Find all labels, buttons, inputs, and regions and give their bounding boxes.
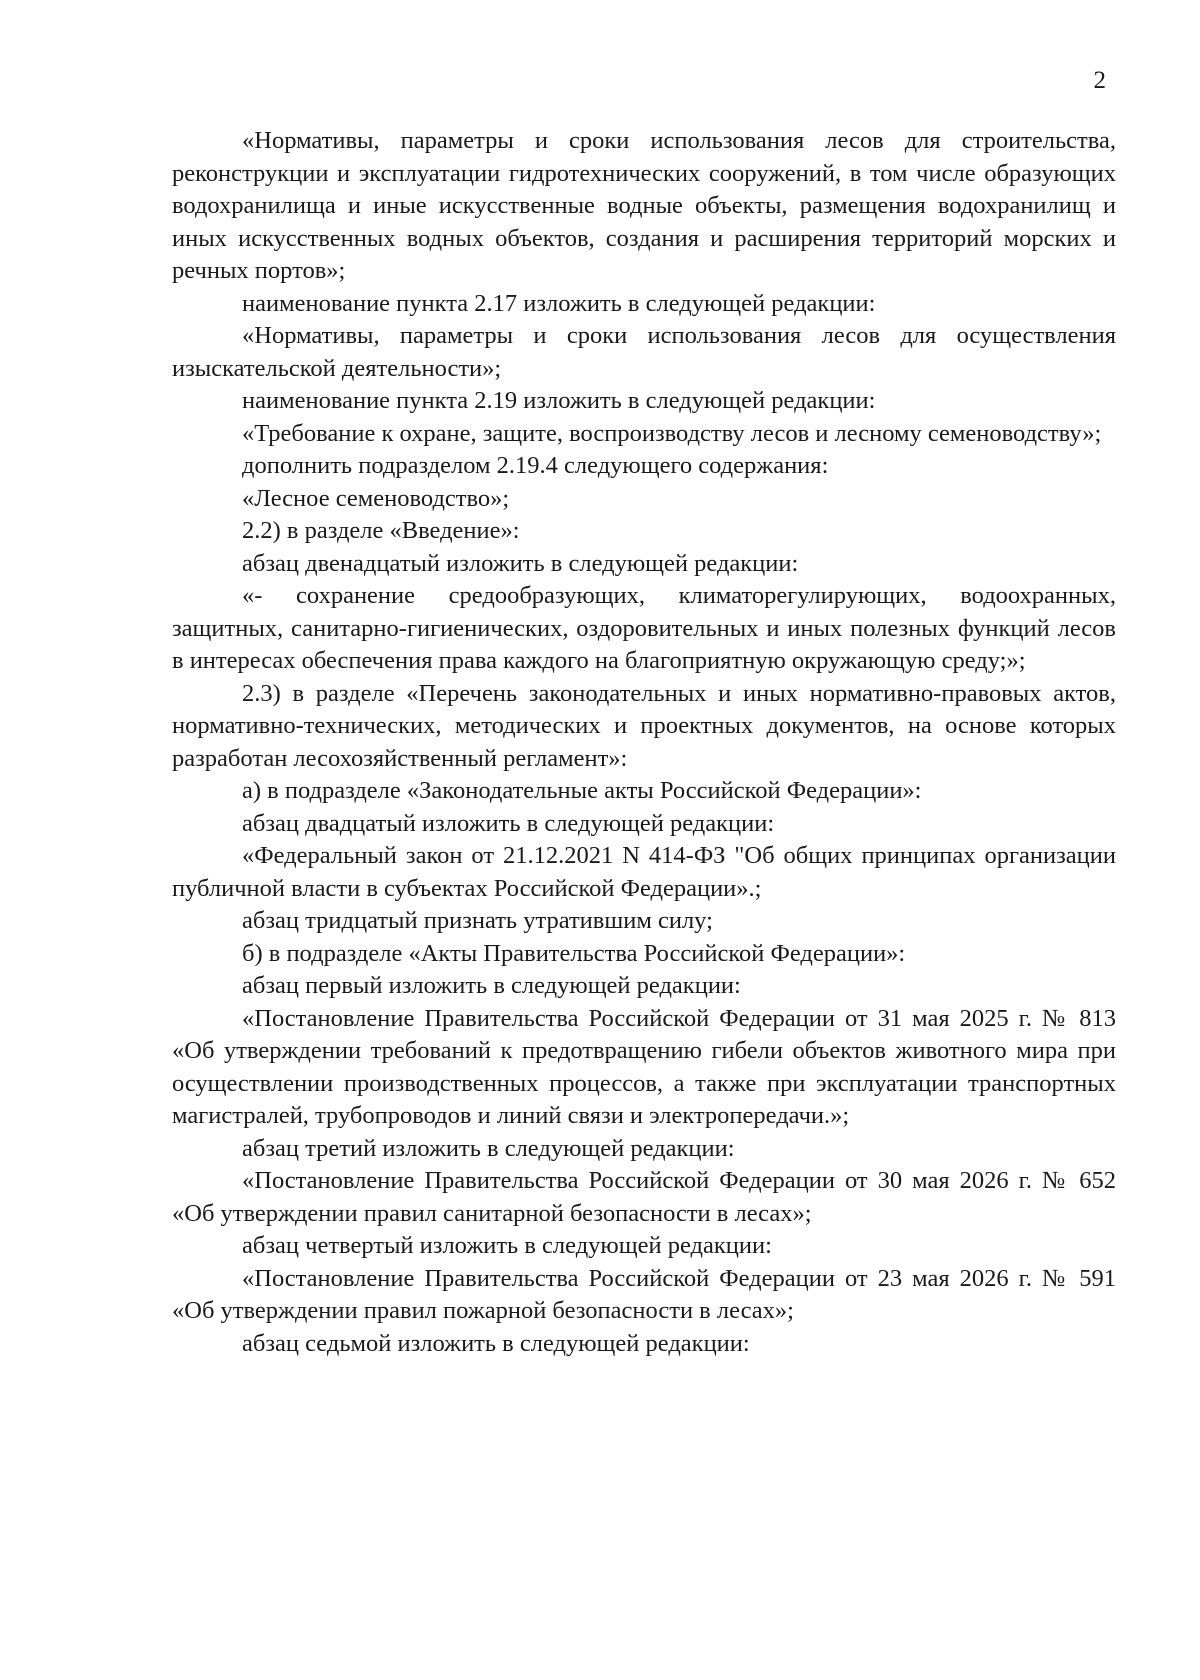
paragraph-5: «Требование к охране, защите, воспроизводству лесов и лесному семеноводству»; [242,419,1102,447]
page-number: 2 [1093,67,1106,94]
paragraph-17: абзац первый изложить в следующей редакции: [242,972,741,999]
paragraph-8: 2.2) в разделе «Введение»: [242,517,520,544]
paragraph-10: «- сохранение средообразующих, климаторегулирующих, водоохранных, защитных, санитарно-гигиенических, оздоровительных и иных полезных функций лесов в интересах обеспечения права каждого на благоприятную окружающую среду;»; [172,582,1116,674]
paragraph-9: абзац двенадцатый изложить в следующей редакции: [242,549,799,577]
document-body [172,125,1116,1360]
paragraph-19: абзац третий изложить в следующей редакции: [242,1134,735,1162]
paragraph-2: наименование пункта 2.17 изложить в следующей редакции: [242,289,876,317]
paragraph-12: а) в подразделе «Законодательные акты Российской Федерации»: [242,777,922,804]
paragraph-23: абзац седьмой изложить в следующей редакции: [242,1329,750,1357]
paragraph-6: дополнить подразделом 2.19.4 следующего содержания: [242,452,829,479]
paragraph-22: «Постановление Правительства Российской Федерации от 23 мая 2026 г. № 591 «Об утверждении правил пожарной безопасности в лесах»; [172,1264,1116,1324]
paragraph-21: абзац четвертый изложить в следующей редакции: [242,1232,772,1259]
paragraph-4: наименование пункта 2.19 изложить в следующей редакции: [242,387,876,414]
paragraph-16: б) в подразделе «Акты Правительства Российской Федерации»: [242,939,906,967]
paragraph-13: абзац двадцатый изложить в следующей редакции: [242,809,775,837]
paragraph-11: 2.3) в разделе «Перечень законодательных и иных нормативно-правовых актов, нормативно-технических, методических и проектных документов, на основе которых разработан лесохозяйственный регламент»: [172,679,1116,772]
paragraph-14: «Федеральный закон от 21.12.2021 N 414-ФЗ "Об общих принципах организации публичной власти в субъектах Российской Федерации».; [172,842,1116,902]
paragraph-7: «Лесное семеноводство»; [242,484,510,512]
paragraph-20: «Постановление Правительства Российской Федерации от 30 мая 2026 г. № 652 «Об утверждении правил санитарной безопасности в лесах»; [172,1167,1116,1227]
paragraph-18: «Постановление Правительства Российской Федерации от 31 мая 2025 г. № 813 «Об утверждении требований к предотвращению гибели объектов животного мира при осуществлении производственных процессов, а также при эксплуатации транспортных магистралей, трубопроводов и линий связи и электропередачи.»; [172,1004,1116,1129]
paragraph-3: «Нормативы, параметры и сроки использования лесов для осуществления изыскательской деятельности»; [172,322,1116,382]
paragraph-15: абзац тридцатый признать утратившим силу; [242,907,713,934]
paragraph-1: «Нормативы, параметры и сроки использования лесов для строительства, реконструкции и эксплуатации гидротехнических сооружений, в том числе образующих водохранилища и иные искусственные водные объекты, размещения водохранилищ и иных искусственных водных объектов, создания и расширения территорий морских и речных портов»; [172,127,1116,284]
